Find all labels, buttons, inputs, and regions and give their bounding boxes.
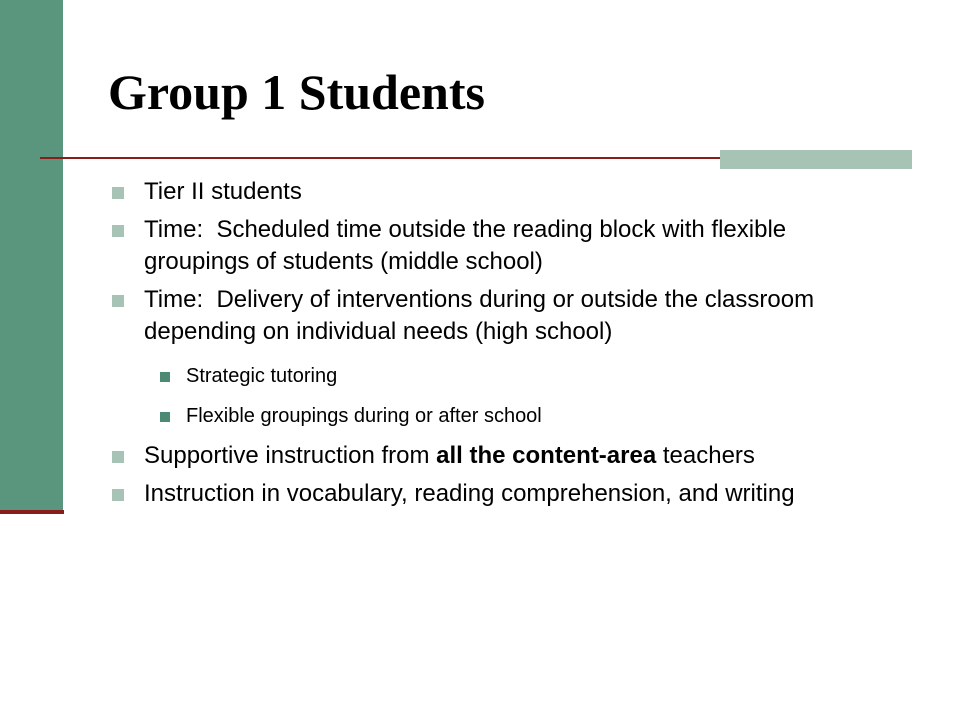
square-bullet-icon — [112, 295, 124, 307]
square-bullet-icon — [112, 451, 124, 463]
sub-bullet-item — [108, 402, 868, 430]
sub-bullet-item — [108, 362, 868, 390]
bullet-text-after: teachers — [656, 442, 755, 469]
slide-title: Group 1 Students — [108, 64, 485, 120]
bullet-text: Tier II students — [144, 178, 302, 205]
bullet-text: Instruction in vocabulary, reading comprehension, and writing — [144, 480, 795, 507]
square-bullet-icon — [160, 412, 170, 422]
accent-block — [720, 150, 912, 169]
side-bar-shadow — [0, 510, 64, 514]
square-bullet-icon — [160, 372, 170, 382]
bullet-item — [108, 214, 868, 278]
sub-bullet-text: Strategic tutoring — [186, 365, 338, 387]
bullet-item — [108, 478, 868, 510]
square-bullet-icon — [112, 187, 124, 199]
sub-bullet-text: Flexible groupings during or after school — [186, 405, 542, 427]
bullet-item — [108, 440, 868, 472]
bullet-item — [108, 176, 868, 208]
bullet-item — [108, 284, 868, 348]
bullet-text: Time: Scheduled time outside the reading block with flexible groupings of students (middle school) — [144, 216, 793, 275]
bullet-text: Time: Delivery of interventions during or outside the classroom depending on individual needs (high school) — [144, 286, 821, 345]
square-bullet-icon — [112, 489, 124, 501]
bullet-list — [108, 176, 868, 516]
bullet-text-before: Supportive instruction from — [144, 442, 437, 469]
side-bar — [0, 0, 63, 510]
bullet-text-bold: all the content-area — [436, 442, 657, 469]
square-bullet-icon — [112, 225, 124, 237]
